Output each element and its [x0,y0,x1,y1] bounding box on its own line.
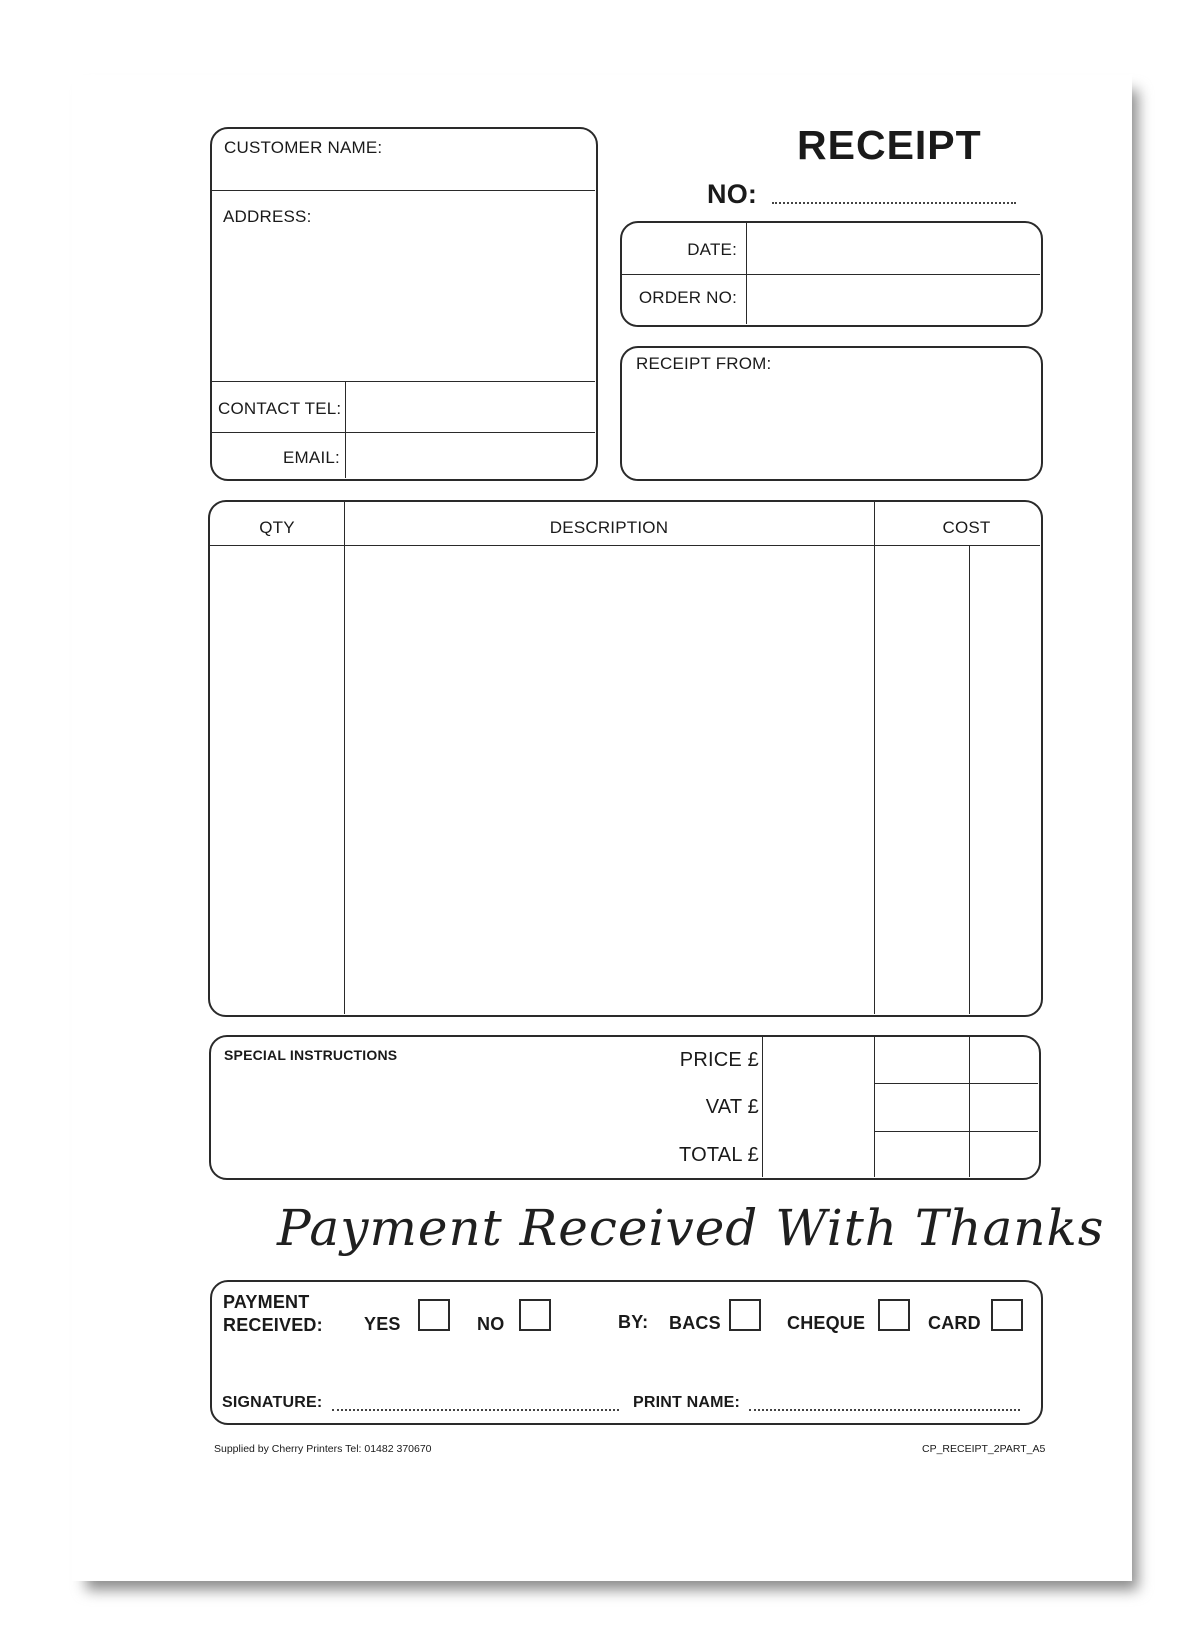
description-header: DESCRIPTION [549,518,669,537]
email-label: EMAIL: [283,448,340,467]
items-table [208,500,1043,1017]
bacs-label: BACS [669,1313,721,1333]
yes-label: YES [364,1314,401,1334]
date-label: DATE: [687,240,737,259]
address-field[interactable] [220,229,588,374]
divider [212,381,595,382]
price-label: PRICE £ [679,1049,759,1071]
receipt-from-label: RECEIPT FROM: [636,354,772,373]
customer-box [210,127,598,481]
no-label: NO [477,1314,505,1334]
divider [212,432,595,433]
price-field[interactable] [877,1039,1037,1081]
contact-tel-label: CONTACT TEL: [218,399,342,418]
card-checkbox[interactable] [991,1299,1023,1331]
customer-name-field[interactable] [220,157,588,185]
form-code: CP_RECEIPT_2PART_A5 [922,1443,1046,1455]
order-no-label: ORDER NO: [638,288,737,307]
qty-header: QTY [259,518,295,537]
print-name-line[interactable] [749,1409,1020,1411]
qty-column[interactable] [212,548,342,1010]
divider [212,190,595,191]
total-label: TOTAL £ [679,1144,759,1166]
address-label: ADDRESS: [223,207,312,226]
by-label: BY: [618,1312,649,1332]
receipt-from-field[interactable] [632,378,1032,473]
special-instructions-field[interactable] [221,1069,756,1171]
total-field[interactable] [877,1134,1037,1174]
contact-tel-field[interactable] [350,385,590,429]
payment-label-line1: PAYMENT [223,1292,310,1312]
vat-field[interactable] [877,1086,1037,1129]
date-order-box [620,221,1043,327]
cost-header: COST [942,518,991,537]
divider [874,1083,1038,1084]
payment-box [210,1280,1043,1425]
customer-name-label: CUSTOMER NAME: [224,138,383,157]
divider [874,1037,875,1177]
description-column[interactable] [347,548,872,1010]
signature-label: SIGNATURE: [222,1394,323,1411]
column-divider [344,502,345,1014]
receipt-from-box [620,346,1043,481]
divider [874,1131,1038,1132]
cheque-label: CHEQUE [787,1313,866,1333]
signature-line[interactable] [332,1409,619,1411]
divider [762,1037,763,1177]
header-divider [210,545,1040,546]
order-no-field[interactable] [752,278,1032,320]
payment-label-line2: RECEIVED: [223,1315,323,1335]
yes-checkbox[interactable] [418,1299,450,1331]
card-label: CARD [928,1313,981,1333]
thanks-message: Payment Received With Thanks [277,1199,1105,1257]
receipt-number-line[interactable] [772,202,1016,204]
totals-box [209,1035,1041,1180]
receipt-title: RECEIPT [797,122,982,168]
column-divider [874,502,875,1014]
special-instructions-label: SPECIAL INSTRUCTIONS [224,1047,398,1063]
no-checkbox[interactable] [519,1299,551,1331]
bacs-checkbox[interactable] [729,1299,761,1331]
email-field[interactable] [350,436,590,476]
cost-column[interactable] [877,548,1037,1010]
print-name-label: PRINT NAME: [633,1394,741,1411]
date-field[interactable] [752,227,1032,271]
cheque-checkbox[interactable] [878,1299,910,1331]
divider [345,381,346,478]
divider [622,274,1040,275]
receipt-number-label: NO: [707,179,758,209]
supplier-note: Supplied by Cherry Printers Tel: 01482 370670 [214,1443,432,1455]
vat-label: VAT £ [705,1096,759,1118]
divider [746,223,747,324]
receipt-sheet [72,75,1132,1581]
